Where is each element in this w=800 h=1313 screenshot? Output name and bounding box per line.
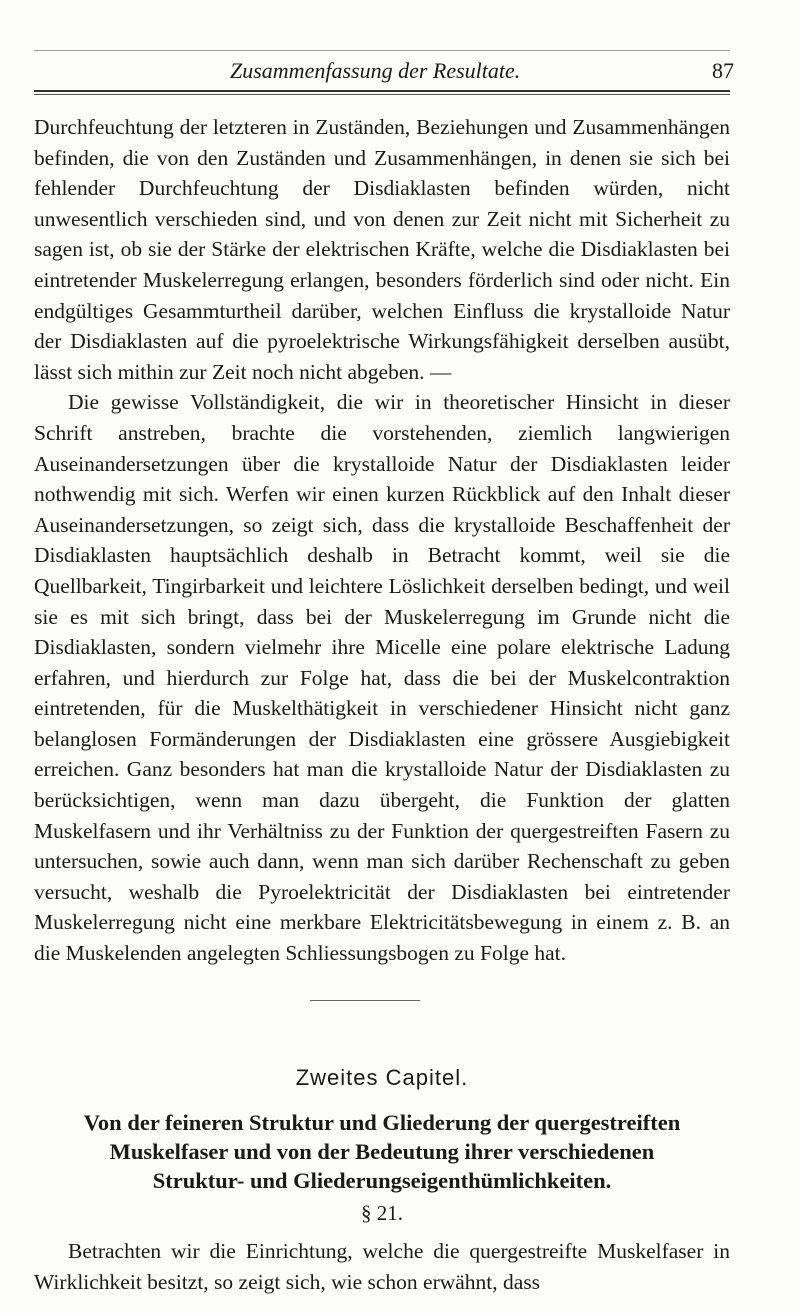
chapter-heading <box>34 1108 730 1195</box>
paragraph: Die gewisse Vollständigkeit, die wir in theoretischer Hinsicht in dieser Schrift anstreben, brachte die vorstehenden, ziemlich langwierigen Auseinandersetzungen über die krystalloide Natur der Disdiaklasten leider nothwendig mit sich. Werfen wir einen kurzen Rückblick auf den Inhalt dieser Auseinandersetzungen, so zeigt sich, dass die krystalloide Beschaffenheit der Disdiaklasten hauptsächlich deshalb in Betracht kommt, weil sie die Quellbarkeit, Tingirbarkeit und leichtere Löslichkeit derselben bedingt, und weil sie es mit sich bringt, dass bei der Muskelerregung im Grunde nicht die Disdiaklasten, sondern vielmehr ihre Micelle eine polare elektrische Ladung erfahren, und hierdurch zur Folge hat, dass die bei der Muskelcontraktion eintretenden, für die Muskelthätigkeit in verschiedener Hinsicht nicht ganz belanglosen Formänderungen der Disdiaklasten eine grössere Ausgiebigkeit erreichen. Ganz besonders hat man die krystalloide Natur der Disdiaklasten zu berücksichtigen, wenn man dazu übergeht, die Funktion der glatten Muskelfasern und ihr Verhältniss zu der Funktion der quergestreiften Fasern zu untersuchen, sowie auch dann, wenn man sich darüber Rechenschaft zu geben versucht, weshalb die Pyroelektricität der Disdiaklasten bei eintretender Muskelerregung nicht eine merkbare Elektricitätsbewegung in einem z. B. an die Muskelenden angelegten Schliessungsbogen zu Folge hat. <box>34 390 730 966</box>
body-text-section <box>34 1236 730 1297</box>
chapter-heading-line: Von der feineren Struktur und Gliederung der quergestreiften <box>83 1110 681 1135</box>
header-rule <box>34 90 730 92</box>
header-rule-thin <box>34 94 730 95</box>
page-number: 87 <box>712 58 734 83</box>
chapter-heading-line: Muskelfaser und von der Bedeutung ihrer verschiedenen <box>109 1139 655 1164</box>
chapter-title: Zweites Capitel. <box>295 1065 469 1090</box>
paragraph: Betrachten wir die Einrichtung, welche die quergestreifte Muskelfaser in Wirklichkeit besitzt, so zeigt sich, wie schon erwähnt, dass <box>34 1239 730 1294</box>
body-text <box>34 112 730 969</box>
top-rule <box>34 50 730 51</box>
section-divider <box>310 1000 420 1001</box>
section-number: § 21. <box>361 1201 403 1225</box>
chapter-heading-line: Struktur- und Gliederungseigenthümlichkeiten. <box>152 1168 612 1193</box>
running-header-title: Zusammenfassung der Resultate. <box>230 58 521 83</box>
paragraph-continuation: Durchfeuchtung der letzteren in Zuständen, Beziehungen und Zusammenhängen befinden, die von den Zuständen und Zusammenhängen, in denen sie sich bei fehlender Durchfeuchtung der Disdiaklasten befinden würden, nicht unwesentlich verschieden sind, und von denen zur Zeit nicht mit Sicherheit zu sagen ist, ob sie der Stärke der elektrischen Kräfte, welche die Disdiaklasten bei eintretender Muskelerregung erlangen, besonders förderlich sind oder nicht. Ein endgültiges Gesammturtheil darüber, welchen Einfluss die krystalloide Natur der Disdiaklasten auf die pyroelektrische Wirkungsfähigkeit derselben ausübt, lässt sich mithin zur Zeit noch nicht abgeben. — <box>34 115 730 384</box>
running-header <box>34 58 734 88</box>
